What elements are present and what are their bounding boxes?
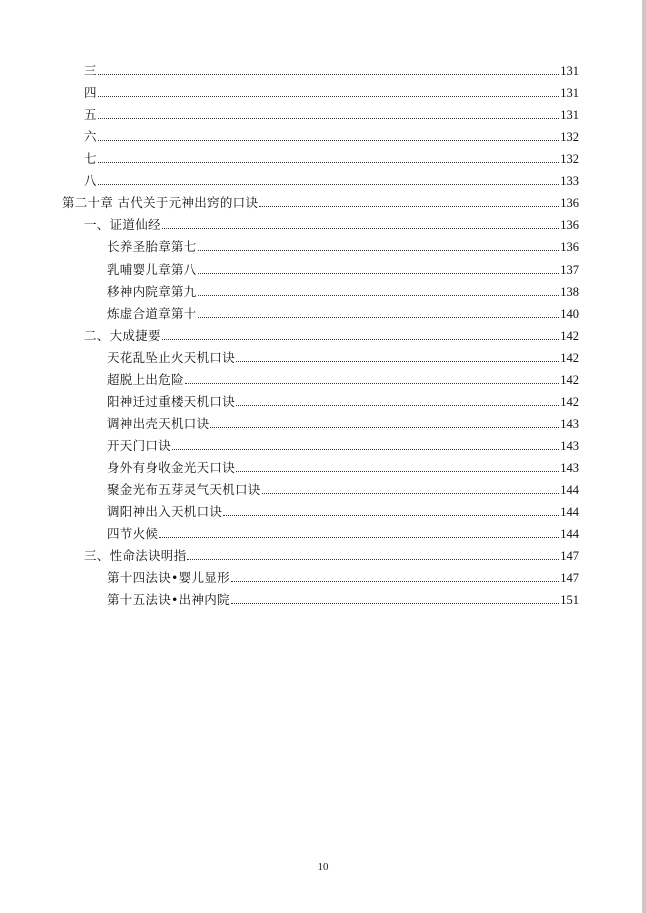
toc-entry-title: 开天门口诀 xyxy=(107,437,172,453)
toc-entry[interactable] xyxy=(107,279,579,299)
page-number: 10 xyxy=(317,861,329,873)
toc-dot-leader xyxy=(231,602,559,604)
toc-entry[interactable] xyxy=(84,212,579,232)
toc-entry[interactable] xyxy=(107,587,579,607)
toc-dot-leader xyxy=(159,536,559,538)
toc-entry-page: 144 xyxy=(560,482,579,497)
toc-entry-title: 五 xyxy=(84,107,97,123)
toc-entry-page: 131 xyxy=(560,64,579,78)
toc-entry-title: 八 xyxy=(84,173,97,189)
toc-dot-leader xyxy=(198,294,560,296)
toc-entry[interactable] xyxy=(107,477,579,497)
toc-entry[interactable] xyxy=(84,168,579,188)
toc-entry-page: 132 xyxy=(560,130,579,145)
toc-entry-title: 三 xyxy=(84,63,97,78)
toc-dot-leader xyxy=(98,161,559,163)
toc-entry[interactable] xyxy=(84,102,579,122)
toc-entry-title: 三、性命法诀明指 xyxy=(84,548,187,564)
toc-dot-leader xyxy=(262,492,560,494)
toc-entry[interactable] xyxy=(107,367,579,387)
toc-entry[interactable] xyxy=(84,146,579,166)
toc-entry-title: 超脱上出危险 xyxy=(107,371,184,387)
toc-dot-leader xyxy=(162,227,559,229)
toc-entry-page: 142 xyxy=(560,394,579,409)
toc-entry[interactable] xyxy=(107,565,579,585)
toc-dot-leader xyxy=(187,558,559,560)
toc-entry-title: 四 xyxy=(84,85,97,100)
toc-dot-leader xyxy=(198,316,560,318)
toc-entry[interactable] xyxy=(107,234,579,254)
toc-entry-title: 二、大成捷要 xyxy=(84,327,161,343)
toc-entry[interactable] xyxy=(107,411,579,431)
toc-entry[interactable] xyxy=(107,521,579,541)
toc-dot-leader xyxy=(98,73,559,75)
toc-entry[interactable] xyxy=(84,80,579,100)
toc-dot-leader xyxy=(172,448,559,450)
toc-entry[interactable] xyxy=(84,543,579,563)
toc-entry-page: 143 xyxy=(560,438,579,453)
toc-entry-title: 六 xyxy=(84,129,97,145)
toc-entry-title: 阳神迁过重楼天机口诀 xyxy=(107,393,236,409)
toc-entry-title: 第二十章 古代关于元神出窍的口诀 xyxy=(62,195,259,211)
toc-entry-page: 151 xyxy=(560,593,579,608)
toc-entry-title: 第十五法诀•出神内院 xyxy=(107,592,230,608)
toc-entry-title: 天花乱坠止火天机口诀 xyxy=(107,349,236,365)
toc-entry-title: 移神内院章第九 xyxy=(107,283,197,299)
toc-entry[interactable] xyxy=(107,301,579,321)
toc-entry[interactable] xyxy=(107,257,579,277)
toc-dot-leader xyxy=(198,249,560,251)
toc-entry[interactable] xyxy=(107,345,579,365)
toc-entry-page: 140 xyxy=(560,306,579,321)
toc-entry-page: 142 xyxy=(560,372,579,387)
toc-entry-page: 133 xyxy=(560,174,579,189)
toc-entry-page: 147 xyxy=(560,571,579,586)
toc-entry-page: 142 xyxy=(560,328,579,343)
toc-dot-leader xyxy=(236,470,559,472)
toc-entry[interactable] xyxy=(84,323,579,343)
toc-entry-page: 147 xyxy=(560,549,579,564)
toc-entry-page: 138 xyxy=(560,284,579,299)
toc-entry-title: 乳哺婴儿章第八 xyxy=(107,261,197,277)
toc-dot-leader xyxy=(98,95,559,97)
toc-entry-page: 131 xyxy=(560,86,579,100)
toc-entry-page: 143 xyxy=(560,460,579,475)
toc-entry-title: 四节火候 xyxy=(107,526,159,541)
toc-entry-page: 136 xyxy=(560,240,579,255)
toc-entry[interactable] xyxy=(84,58,579,78)
toc-entry-page: 144 xyxy=(560,505,579,519)
toc-entry[interactable] xyxy=(107,433,579,453)
toc-dot-leader xyxy=(98,183,559,185)
toc-entry-page: 142 xyxy=(560,350,579,365)
toc-entry-page: 132 xyxy=(560,152,579,167)
toc-entry-title: 七 xyxy=(84,151,97,167)
toc-dot-leader xyxy=(98,117,559,119)
toc-entry-title: 调阳神出入天机口诀 xyxy=(107,504,223,519)
toc-entry-title: 一、证道仙经 xyxy=(84,217,161,233)
page-edge-shadow xyxy=(642,0,646,913)
toc-entry-title: 炼虚合道章第十 xyxy=(107,305,197,321)
toc-entry-title: 聚金光布五芽灵气天机口诀 xyxy=(107,481,261,497)
toc-entry[interactable] xyxy=(107,455,579,475)
toc-dot-leader xyxy=(185,382,559,384)
toc-entry[interactable] xyxy=(62,190,579,210)
toc-entry-page: 137 xyxy=(560,262,579,277)
toc-dot-leader xyxy=(236,360,559,362)
toc-entry-title: 调神出壳天机口诀 xyxy=(107,415,210,431)
toc-entry[interactable] xyxy=(107,499,579,519)
toc-entry-page: 144 xyxy=(560,527,579,541)
toc-dot-leader xyxy=(259,205,559,207)
toc-entry-page: 143 xyxy=(560,416,579,431)
toc-dot-leader xyxy=(223,514,559,516)
toc-entry[interactable] xyxy=(107,389,579,409)
toc-entry-page: 136 xyxy=(560,196,579,211)
toc-dot-leader xyxy=(162,338,559,340)
toc-dot-leader xyxy=(236,404,559,406)
toc-dot-leader xyxy=(198,272,560,274)
toc-dot-leader xyxy=(231,580,559,582)
toc-entry[interactable] xyxy=(84,124,579,144)
toc-entry-page: 131 xyxy=(560,108,579,123)
toc-entry-page: 136 xyxy=(560,218,579,233)
toc-dot-leader xyxy=(210,426,559,428)
toc-entry-title: 长养圣胎章第七 xyxy=(107,239,197,255)
toc-entry-title: 第十四法诀•婴儿显形 xyxy=(107,570,230,586)
toc-entry-title: 身外有身收金光天口诀 xyxy=(107,459,236,475)
toc-dot-leader xyxy=(98,139,559,141)
